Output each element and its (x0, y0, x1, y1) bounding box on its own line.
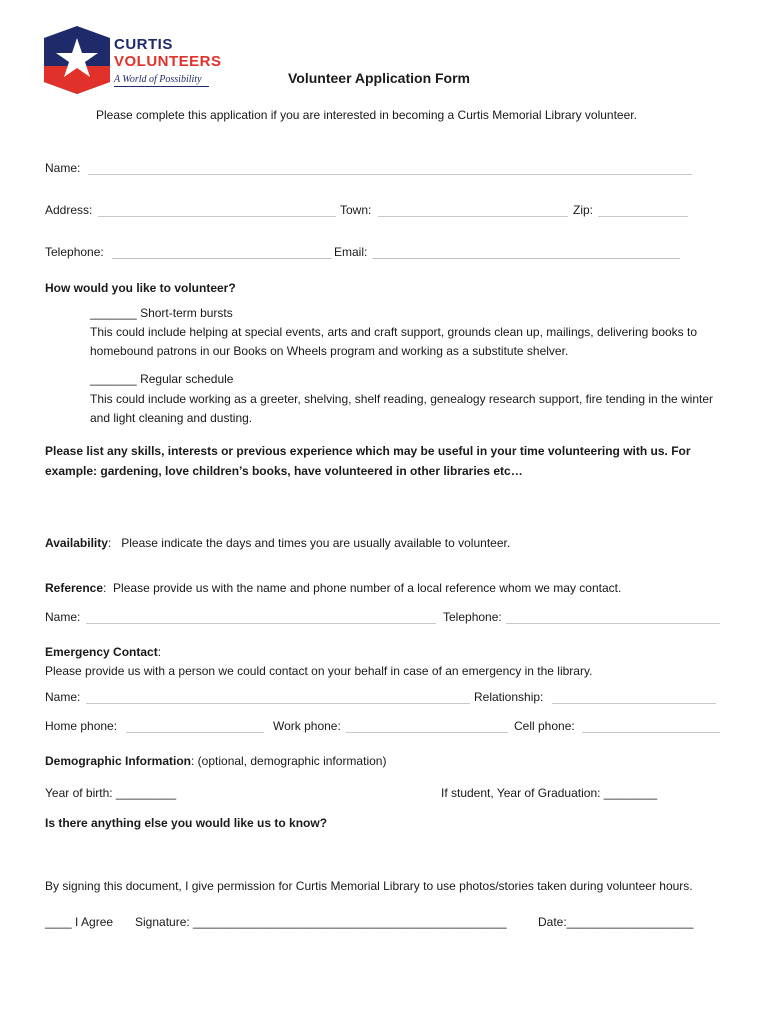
anything-else-prompt: Is there anything else you would like us to know? (45, 816, 328, 830)
emergency-name-label: Name: (45, 690, 81, 704)
demographic-text: : (optional, demographic information) (191, 754, 387, 768)
intro-text: Please complete this application if you are interested in becoming a Curtis Memorial Library volunteer. (96, 108, 637, 122)
graduation-year-field[interactable]: If student, Year of Graduation: ________ (441, 786, 658, 800)
relationship-field[interactable] (552, 703, 716, 704)
zip-field-label: Zip: (573, 203, 594, 217)
option-short-term-blank[interactable]: _______ (90, 306, 137, 320)
cell-phone-label: Cell phone: (514, 719, 575, 733)
agree-field[interactable]: ____ I Agree (45, 915, 114, 929)
demographic (45, 754, 386, 768)
emergency-name-field[interactable] (86, 703, 470, 704)
logo-line2: VOLUNTEERS (114, 53, 222, 70)
option-short-term-label: Short-term bursts (140, 306, 233, 320)
consent-text: By signing this document, I give permission for Curtis Memorial Library to use photos/stories taken during volunteer hours. (45, 879, 693, 893)
availability-label: Availability (45, 536, 108, 550)
skills-prompt: Please list any skills, interests or previous experience which may be useful in your time volunteering with us. For example: gardening, love children’s books, have volunteered in other libraries etc… (45, 444, 691, 478)
reference-telephone-field[interactable] (506, 623, 720, 624)
option-regular-label: Regular schedule (140, 372, 234, 386)
volunteer-question: How would you like to volunteer? (45, 281, 236, 295)
option-regular-desc: This could include working as a greeter, shelving, shelf reading, genealogy research support, fire tending in the winter and light cleaning and dusting. (90, 392, 714, 425)
work-phone-field[interactable] (346, 732, 508, 733)
work-phone-label: Work phone: (273, 719, 341, 733)
cell-phone-field[interactable] (582, 732, 720, 733)
email-field[interactable] (372, 258, 680, 259)
address-field-label: Address: (45, 203, 93, 217)
star-icon (44, 26, 110, 94)
home-phone-label: Home phone: (45, 719, 118, 733)
town-field-label: Town: (340, 203, 372, 217)
town-field[interactable] (378, 216, 568, 217)
reference-text: Please provide us with the name and phone number of a local reference whom we may contact. (113, 581, 622, 595)
date-field[interactable]: Date:___________________ (538, 915, 694, 929)
signature-field[interactable]: Signature: _______________________________________________ (135, 915, 507, 929)
emergency-text: Please provide us with a person we could contact on your behalf in case of an emergency in the library. (45, 664, 593, 678)
page-title: Volunteer Application Form (288, 70, 471, 86)
reference: Reference: Please provide us with the name and phone number of a local reference whom we may contact. (45, 581, 622, 595)
availability-text: Please indicate the days and times you are usually available to volunteer. (121, 536, 511, 550)
option-short-term-desc: This could include helping at special events, arts and craft support, grounds clean up, mailings, delivering books to homebound patrons in our Books on Wheels program and working as a substitute shelver. (90, 325, 698, 358)
logo-underline (114, 86, 209, 87)
emergency: Emergency Contact: (45, 645, 162, 659)
logo (44, 26, 224, 96)
year-of-birth-field[interactable]: Year of birth: _________ (45, 786, 176, 800)
zip-field[interactable] (598, 216, 688, 217)
name-field[interactable] (88, 174, 692, 175)
availability: Availability: Please indicate the days and times you are usually available to volunteer. (45, 536, 511, 550)
logo-line1: CURTIS (114, 36, 173, 53)
name-field-label: Name: (45, 161, 81, 175)
option-short-term[interactable] (90, 306, 233, 320)
emergency-label: Emergency Contact (45, 645, 158, 659)
reference-telephone-label: Telephone: (443, 610, 502, 624)
address-field[interactable] (98, 216, 336, 217)
email-field-label: Email: (334, 245, 368, 259)
reference-name-field[interactable] (86, 623, 436, 624)
logo-tagline: A World of Possibility (114, 74, 202, 85)
telephone-field[interactable] (112, 258, 332, 259)
reference-label: Reference (45, 581, 104, 595)
option-regular[interactable] (90, 372, 233, 386)
reference-name-label: Name: (45, 610, 81, 624)
option-regular-blank[interactable]: _______ (90, 372, 137, 386)
demographic-label: Demographic Information (45, 754, 192, 768)
home-phone-field[interactable] (126, 732, 264, 733)
telephone-field-label: Telephone: (45, 245, 104, 259)
relationship-label: Relationship: (474, 690, 544, 704)
